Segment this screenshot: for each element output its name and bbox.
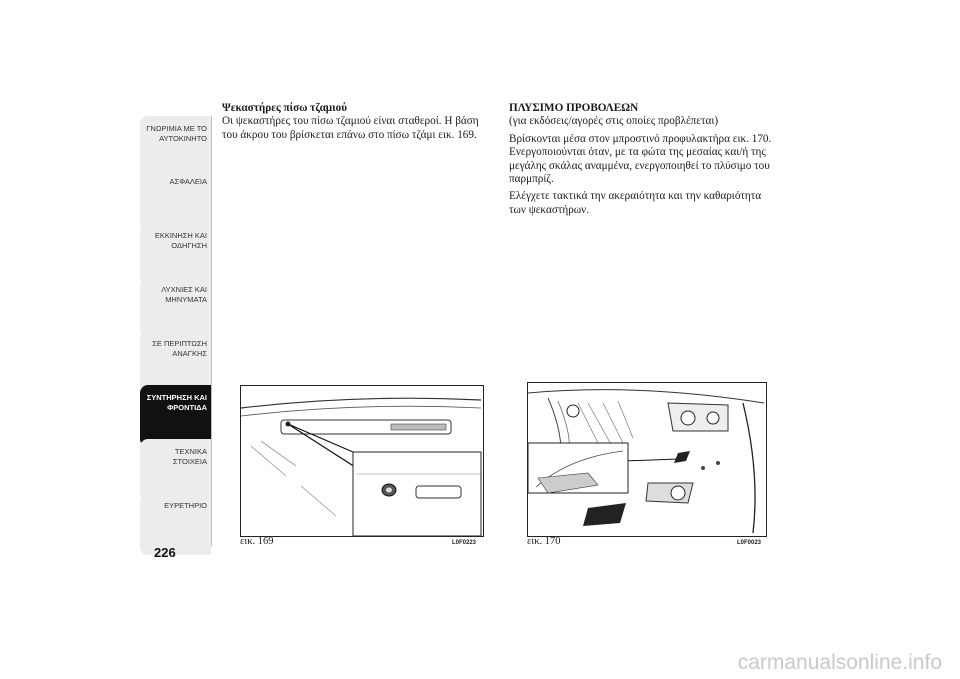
paragraph: Οι ψεκαστήρες του πίσω τζαμιού είναι σταθεροί. Η βάση του άκρου του βρίσκεται επάνω στο πίσω τζάμι εικ. 169. bbox=[222, 115, 479, 141]
tab-technical-data[interactable]: ΤΕΧΝΙΚΑ ΣΤΟΙΧΕΙΑ bbox=[140, 439, 211, 501]
tab-emergency[interactable]: ΣΕ ΠΕΡΙΠΤΩΣΗ ΑΝΑΓΚΗΣ bbox=[140, 331, 211, 393]
paragraph: Βρίσκονται μέσα στον μπροστινό προφυλακτήρα εικ. 170. Ενεργοποιούνται όταν, με τα φώτα της μεσαίας και/ή της μεγάλης σκάλας αναμμένα, ενεργοποιηθεί το πλύσιμο του παρμπρίζ. bbox=[509, 132, 772, 186]
figure-169-caption: εικ. 169 bbox=[240, 536, 274, 547]
right-column bbox=[509, 102, 777, 221]
subheading: (για εκδόσεις/αγορές στις οποίες προβλέπεται) bbox=[509, 115, 719, 128]
tab-starting-driving[interactable]: ΕΚΚΙΝΗΣΗ ΚΑΙ ΟΔΗΓΗΣΗ bbox=[140, 223, 211, 285]
tab-divider bbox=[211, 116, 212, 546]
watermark: carmanualsonline.info bbox=[737, 651, 942, 674]
tab-getting-to-know[interactable]: ΓΝΩΡΙΜΙΑ ΜΕ ΤΟ ΑΥΤΟΚΙΝΗΤΟ bbox=[140, 116, 211, 178]
figure-170-caption: εικ. 170 bbox=[527, 536, 561, 547]
figure-170-code: L0F0023 bbox=[737, 540, 762, 546]
paragraph: Ελέγχετε τακτικά την ακεραιότητα και την καθαριότητα των ψεκαστήρων. bbox=[509, 190, 762, 216]
figure-169-illustration bbox=[240, 385, 484, 537]
tab-safety[interactable]: ΑΣΦΑΛΕΙΑ bbox=[140, 169, 211, 231]
figure-169-code: L0F0223 bbox=[452, 540, 477, 546]
left-column bbox=[222, 102, 484, 146]
page-number: 226 bbox=[154, 545, 176, 560]
figure-170-illustration bbox=[527, 382, 767, 537]
tab-maintenance[interactable]: ΣΥΝΤΗΡΗΣΗ ΚΑΙ ΦΡΟΝΤΙΔΑ bbox=[140, 385, 211, 447]
section-heading-rear-washers: Ψεκαστήρες πίσω τζαμιού bbox=[222, 102, 348, 114]
tab-warning-lights[interactable]: ΛΥΧΝΙΕΣ ΚΑΙ ΜΗΝΥΜΑΤΑ bbox=[140, 277, 211, 339]
section-heading-headlight-washers: ΠΛΥΣΙΜΟ ΠΡΟΒΟΛΕΩΝ bbox=[509, 102, 639, 114]
tab-index[interactable]: ΕΥΡΕΤΗΡΙΟ bbox=[140, 493, 211, 555]
